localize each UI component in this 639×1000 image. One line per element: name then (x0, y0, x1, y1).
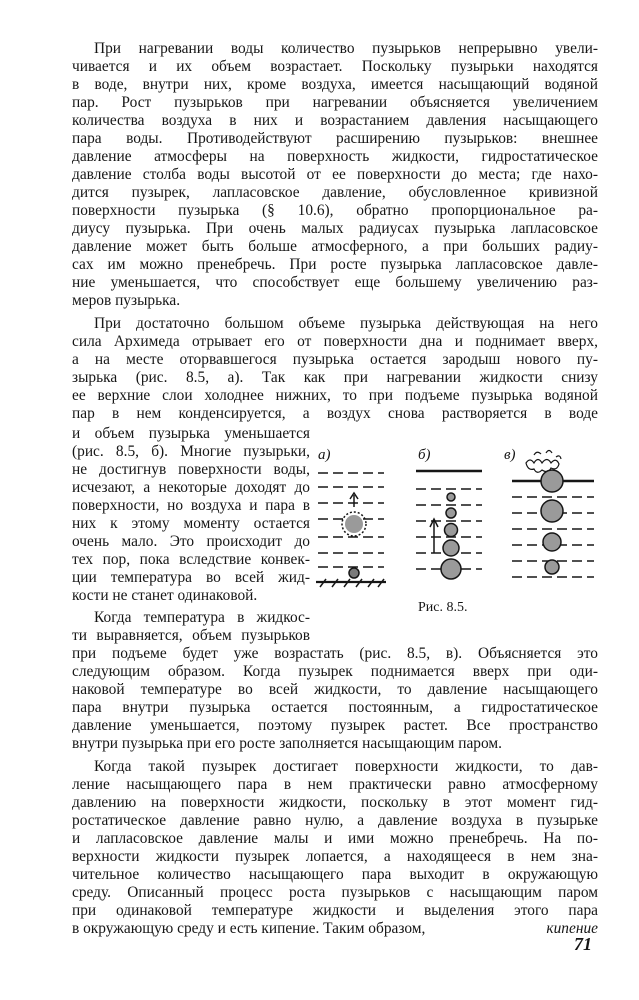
text-line: количества воздуха в них и возрастанием давления насыщающего (72, 112, 598, 129)
text-line: и объем пузырька уменьшается (72, 425, 310, 442)
text-line: При достаточно большом объеме пузырька действующая на него (94, 315, 598, 332)
text-line: исчезают, а некоторые доходят до (72, 479, 310, 496)
text-line: пар. Рост пузырьков при нагревании объясняется увеличением (72, 94, 598, 111)
text-line: Когда температура в жидкос- (94, 609, 310, 626)
text-line: давление уменьшается, поэтому пузырек растет. Все пространство (72, 717, 598, 734)
panel-v (512, 451, 594, 578)
text-line: диусу пузырька. При очень малых радиусах пузырька лапласовское (72, 220, 598, 237)
text-line: чительное количество насыщающего пара выходит в окружающую (72, 866, 598, 883)
text-line: поверхности, но воздуха и пара в (72, 497, 310, 514)
text-line: ции температура во всей жид- (72, 569, 310, 586)
text-line: зырька (рис. 8.5, а). Так как при нагревании жидкости снизу (72, 369, 598, 386)
figure-caption: Рис. 8.5. (418, 600, 468, 615)
text-line: чивается и их объем возрастает. Поскольку пузырьки находятся (72, 58, 598, 75)
text-line: очень мало. Это происходит до (72, 533, 310, 550)
text-line-start: в окружающую среду и есть кипение. Таким образом, (72, 920, 426, 937)
panel-label-b: б) (418, 447, 431, 463)
text-line: в воде, внутри них, кроме воздуха, имеется насыщающий водяной (72, 76, 598, 93)
text-line: них к этому моменту остается (72, 515, 310, 532)
text-line: ление насыщающего пара в нем практически равно атмосферному (72, 776, 598, 793)
panel-b (416, 471, 482, 579)
text-line: сах им можно пренебречь. При росте пузырька лапласовское давле- (72, 256, 598, 273)
text-line: пара воды. Противодействуют расширению пузырьков: внешнее (72, 130, 598, 147)
text-line: пара внутри пузырька остается постоянным, а гидростатическое (72, 699, 598, 716)
text-line: при одинаковой температуре жидкости и выделения этого пара (72, 902, 598, 919)
text-line: тех пор, пока вследствие конвек- (72, 551, 310, 568)
text-line: давление атмосферы на поверхность жидкости, гидростатическое (72, 148, 598, 165)
panel-label-a: а) (318, 447, 331, 463)
text-line: и лапласовское давление малы и ими можно пренебречь. На по- (72, 830, 598, 847)
text-line: (рис. 8.5, б). Многие пузырьки, (72, 443, 310, 460)
text-line: а на месте оторвавшегося пузырька остается зародыш нового пу- (72, 351, 598, 368)
emphasized-term: кипение (546, 920, 598, 937)
text-line: меров пузырька. (72, 292, 181, 309)
text-line: при подъеме будет уже возрастать (рис. 8.5, в). Объясняется это (72, 645, 598, 662)
text-line: ние уменьшается, что способствует еще большему увеличению раз- (72, 274, 598, 291)
text-line: не достигнув поверхности воды, (72, 461, 310, 478)
text-line (72, 920, 598, 938)
text-line: ростатическое давление равно нулю, а давление воздуха в пузырьке (72, 812, 598, 829)
text-line: При нагревании воды количество пузырьков непрерывно увели- (94, 40, 598, 57)
panel-label-v: в) (504, 447, 516, 463)
text-line: кости не станет одинаковой. (72, 587, 258, 604)
text-line: среду. Описанный процесс роста пузырьков с насыщающим паром (72, 884, 598, 901)
text-line: верхности жидкости пузырек лопается, а находящееся в нем зна- (72, 848, 598, 865)
text-line: поверхности пузырька (§ 10.6), обратно пропорциональное ра- (72, 202, 598, 219)
text-line: дится пузырек, лапласовское давление, обусловленное кривизной (72, 184, 598, 201)
text-line: ее верхние слои холоднее нижних, то при подъеме пузырька водяной (72, 387, 598, 404)
text-line: Когда такой пузырек достигает поверхности жидкости, то дав- (94, 758, 598, 775)
text-line: следующим образом. Когда пузырек поднимается вверх при оди- (72, 663, 598, 680)
text-line: пар в нем конденсируется, а воздух снова растворяется в воде (72, 405, 598, 422)
bubble-figure (312, 441, 604, 619)
text-line: давлению на поверхности жидкости, поскольку в этот момент гид- (72, 794, 598, 811)
panel-a (316, 473, 386, 587)
text-line: сила Архимеда отрывает его от поверхности дна и поднимает вверх, (72, 333, 598, 350)
text-line: ти выравняется, объем пузырьков (72, 627, 310, 644)
page-number: 71 (574, 934, 592, 954)
text-line: давление может быть больше атмосферного, а при больших радиу- (72, 238, 598, 255)
text-line: наковой температуре во всей жидкости, то давление насыщающего (72, 681, 598, 698)
text-line: давление столба воды высотой от ее поверхности до места; где нахо- (72, 166, 598, 183)
text-line: внутри пузырька при его росте заполняется насыщающим паром. (72, 735, 502, 752)
